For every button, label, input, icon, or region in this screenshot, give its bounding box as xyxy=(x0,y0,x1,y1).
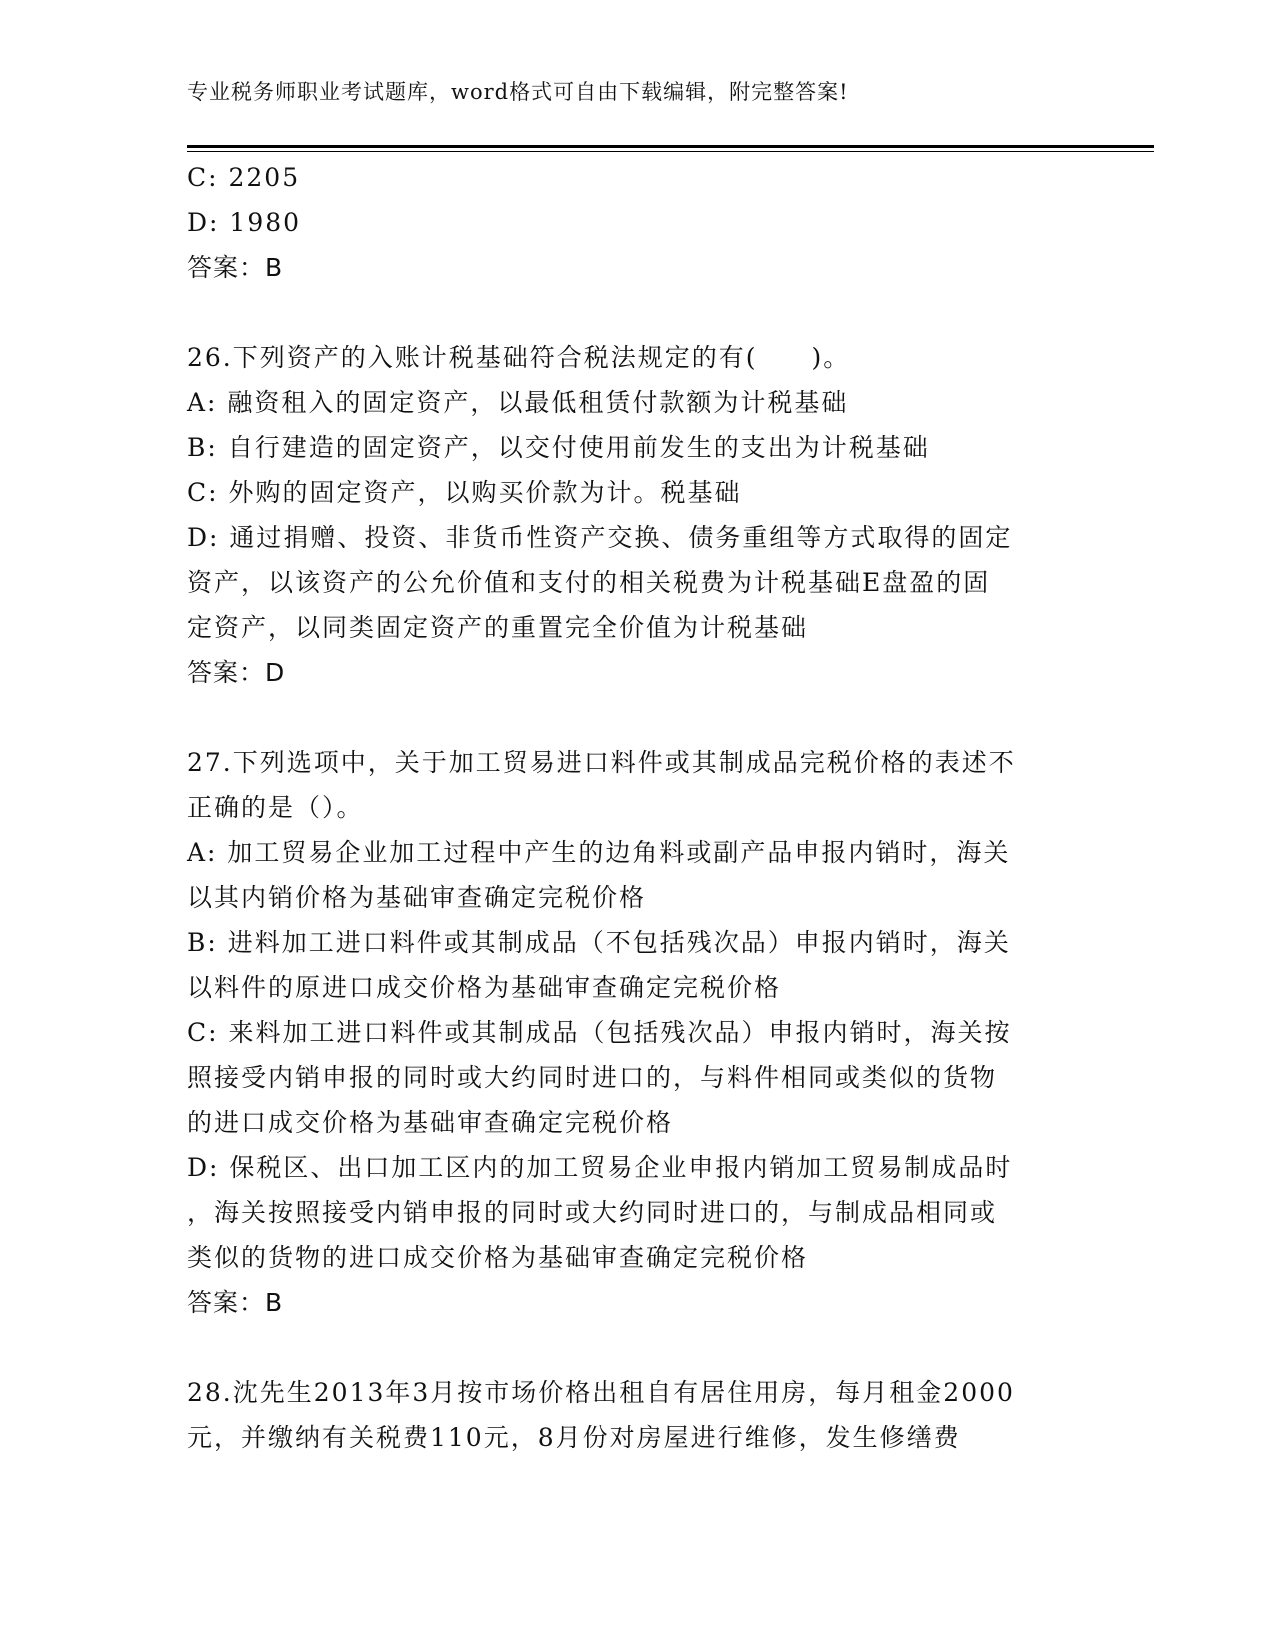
spacer xyxy=(187,290,1087,335)
question-26-option: B: 自行建造的固定资产，以交付使用前发生的支出为计税基础 xyxy=(187,433,930,462)
question-27-answer: 答案：B xyxy=(187,1288,284,1317)
option-c: C: 2205 xyxy=(187,163,301,192)
question-26-option: D: 通过捐赠、投资、非货币性资产交换、债务重组等方式取得的固定 xyxy=(187,523,1013,552)
question-26-answer: 答案：D xyxy=(187,658,286,687)
option-d: D: 1980 xyxy=(187,208,302,237)
question-26-option: 定资产，以同类固定资产的重置完全价值为计税基础 xyxy=(187,613,809,642)
question-27-option: A: 加工贸易企业加工过程中产生的边角料或副产品申报内销时，海关 xyxy=(187,838,1011,867)
page-header: 专业税务师职业考试题库，word格式可自由下载编辑，附完整答案! xyxy=(187,80,849,104)
question-27-stem: 正确的是（）。 xyxy=(187,793,364,822)
question-content xyxy=(187,155,1087,1460)
header-divider-thin xyxy=(187,151,1154,152)
question-27-option: 照接受内销申报的同时或大约同时进口的，与料件相同或类似的货物 xyxy=(187,1063,998,1092)
question-27-stem: 27.下列选项中，关于加工贸易进口料件或其制成品完税价格的表述不 xyxy=(187,748,1016,777)
question-26-option: 资产，以该资产的公允价值和支付的相关税费为计税基础E盘盈的固 xyxy=(187,568,991,597)
spacer xyxy=(187,695,1087,740)
question-28-stem: 元，并缴纳有关税费110元，8月份对房屋进行维修，发生修缮费 xyxy=(187,1423,961,1452)
question-27-option: 类似的货物的进口成交价格为基础审查确定完税价格 xyxy=(187,1243,809,1272)
question-27-option: 以料件的原进口成交价格为基础审查确定完税价格 xyxy=(187,973,782,1002)
answer-line: 答案：B xyxy=(187,253,284,282)
question-27-option: C: 来料加工进口料件或其制成品（包括残次品）申报内销时，海关按 xyxy=(187,1018,1012,1047)
question-27-option: 的进口成交价格为基础审查确定完税价格 xyxy=(187,1108,674,1137)
question-26-stem: 26.下列资产的入账计税基础符合税法规定的有( )。 xyxy=(187,343,851,372)
question-27-option: B: 进料加工进口料件或其制成品（不包括残次品）申报内销时，海关 xyxy=(187,928,1011,957)
question-26-option: C: 外购的固定资产，以购买价款为计。税基础 xyxy=(187,478,742,507)
question-26-option: A: 融资租入的固定资产，以最低租赁付款额为计税基础 xyxy=(187,388,849,417)
question-27-option: ，海关按照接受内销申报的同时或大约同时进口的，与制成品相同或 xyxy=(187,1198,998,1227)
question-27-option: 以其内销价格为基础审查确定完税价格 xyxy=(187,883,647,912)
header-divider-thick xyxy=(187,145,1154,148)
question-27-option: D: 保税区、出口加工区内的加工贸易企业申报内销加工贸易制成品时 xyxy=(187,1153,1013,1182)
spacer xyxy=(187,1325,1087,1370)
question-28-stem: 28.沈先生2013年3月按市场价格出租自有居住用房，每月租金2000 xyxy=(187,1378,1015,1407)
